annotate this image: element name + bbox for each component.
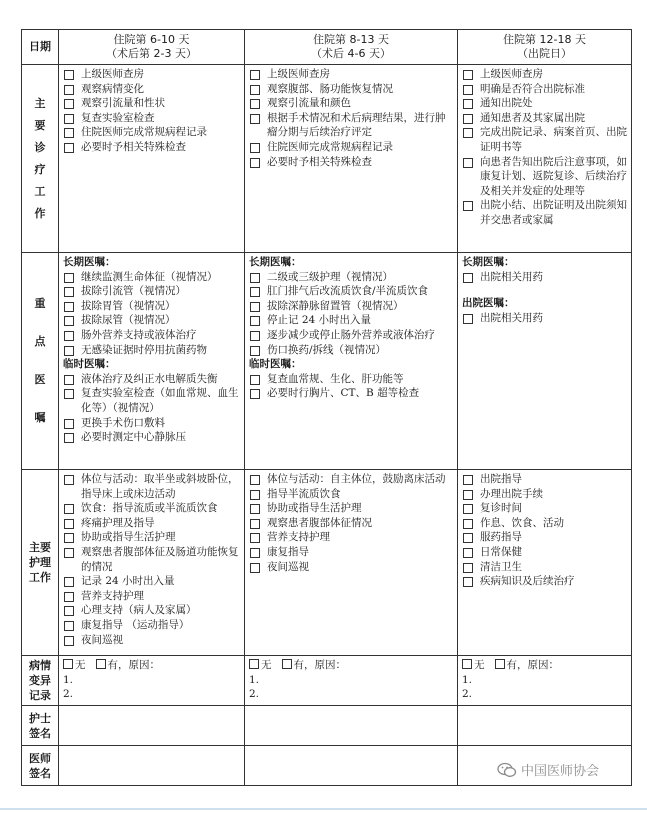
checklist-item bbox=[249, 284, 453, 299]
checklist-item bbox=[63, 618, 240, 633]
checklist-item bbox=[63, 589, 240, 604]
checklist-item bbox=[63, 67, 240, 82]
spacer bbox=[462, 284, 627, 296]
nursing-row bbox=[22, 470, 632, 656]
checklist-item bbox=[249, 82, 453, 97]
no-label: 无 bbox=[75, 659, 86, 671]
checklist-item bbox=[249, 299, 453, 314]
checklist-item-text: 肠外营养支持或液体治疗 bbox=[81, 328, 197, 341]
checkbox[interactable] bbox=[64, 577, 74, 587]
diagnosis-row bbox=[22, 65, 632, 253]
diagnosis-row-label bbox=[22, 65, 59, 253]
checklist-item-text: 住院医师完成常规病程记录 bbox=[81, 126, 207, 139]
checklist-item bbox=[249, 343, 453, 358]
variation-choice bbox=[249, 658, 453, 673]
checkbox[interactable] bbox=[250, 158, 260, 168]
checklist-item bbox=[249, 270, 453, 285]
checkbox[interactable] bbox=[64, 504, 74, 514]
no-checkbox[interactable] bbox=[63, 659, 73, 669]
nurse-signature-row bbox=[22, 706, 632, 746]
checklist-item-text: 日常保健 bbox=[480, 545, 522, 558]
checklist-item bbox=[462, 155, 627, 199]
checklist-item bbox=[249, 140, 453, 155]
row-label-line: 病情 bbox=[29, 659, 51, 672]
checkbox[interactable] bbox=[463, 114, 473, 124]
checklist-item-text: 根据手术情况和术后病理结果，进行肿瘤分期与后续治疗评定 bbox=[267, 111, 446, 139]
column-header-2-line1: 住院第 8-13 天 bbox=[313, 33, 389, 46]
row-label-line: 医师 bbox=[29, 751, 51, 765]
clinical-pathway-table bbox=[21, 29, 632, 786]
yes-checkbox[interactable] bbox=[96, 659, 106, 669]
checkbox[interactable] bbox=[64, 592, 74, 602]
no-label: 无 bbox=[474, 659, 485, 671]
nurse-signature-field[interactable] bbox=[59, 706, 245, 746]
checkbox[interactable] bbox=[463, 99, 473, 109]
checklist-item-text: 拔除深静脉留置管（视情况） bbox=[267, 299, 404, 312]
checklist-item-text: 观察引流量和颜色 bbox=[267, 97, 351, 110]
orders-col2 bbox=[245, 253, 458, 470]
checklist-item-text: 完成出院记录、病案首页、出院证明书等 bbox=[480, 126, 627, 153]
checkbox[interactable] bbox=[463, 533, 473, 543]
row-label-char: 点 bbox=[34, 335, 46, 348]
checklist-item bbox=[63, 430, 240, 445]
checklist-item-text: 指导半流质饮食 bbox=[267, 487, 341, 500]
column-header-1 bbox=[59, 30, 245, 65]
checklist-item bbox=[249, 155, 453, 170]
header-row bbox=[22, 30, 632, 65]
column-header-1-line1: 住院第 6-10 天 bbox=[113, 33, 190, 46]
checkbox[interactable] bbox=[250, 85, 260, 95]
checkbox[interactable] bbox=[64, 143, 74, 153]
checklist-item-text: 拔除尿管（视情况） bbox=[81, 314, 176, 327]
checklist-item bbox=[462, 530, 627, 545]
watermark bbox=[497, 760, 599, 779]
checklist-item-text: 继续监测生命体征（视情况） bbox=[81, 270, 218, 283]
checklist-item bbox=[63, 299, 240, 314]
temporary-orders-title: 临时医嘱： bbox=[249, 358, 302, 371]
checkbox[interactable] bbox=[64, 287, 74, 297]
checkbox[interactable] bbox=[64, 346, 74, 356]
nurse-signature-label bbox=[22, 706, 59, 746]
variation-choice bbox=[63, 658, 240, 673]
wechat-icon bbox=[497, 762, 517, 778]
variation-col3 bbox=[458, 656, 632, 706]
checklist-item bbox=[462, 125, 627, 154]
checklist-item-text: 更换手术伤口敷料 bbox=[81, 416, 165, 429]
checkbox[interactable] bbox=[64, 389, 74, 399]
row-label-line: 工作 bbox=[29, 571, 51, 584]
variation-line-2: 2. bbox=[462, 688, 473, 701]
checklist-item bbox=[63, 416, 240, 431]
row-label-char: 诊 bbox=[34, 140, 46, 154]
checklist-item-text: 必要时予相关特殊检查 bbox=[267, 155, 372, 168]
checklist-item bbox=[249, 516, 453, 531]
yes-label: 有，原因： bbox=[293, 659, 347, 671]
checklist-item-text: 出院小结、出院证明及出院须知并交患者或家属 bbox=[480, 199, 627, 226]
checklist-item-text: 出院相关用药 bbox=[480, 270, 543, 283]
variation-choice bbox=[462, 658, 627, 673]
row-label-char: 重 bbox=[34, 297, 46, 310]
checkbox[interactable] bbox=[64, 85, 74, 95]
orders-row bbox=[22, 253, 632, 470]
yes-label: 有，原因： bbox=[506, 659, 560, 671]
variation-line-1: 1. bbox=[462, 673, 473, 686]
checklist-item-text: 营养支持护理 bbox=[81, 589, 144, 602]
row-label-line: 签名 bbox=[29, 726, 51, 740]
checklist-item bbox=[63, 574, 240, 589]
checkbox[interactable] bbox=[250, 475, 260, 485]
checklist-item-text: 观察病情变化 bbox=[81, 82, 144, 95]
column-header-3-line1: 住院第 12-18 天 bbox=[503, 33, 586, 46]
checklist-item bbox=[63, 140, 240, 155]
checklist-item-text: 疼痛护理及指导 bbox=[81, 516, 155, 529]
no-checkbox[interactable] bbox=[249, 659, 259, 669]
checklist-item-text: 体位与活动：取半坐或斜坡卧位，指导床上或床边活动 bbox=[81, 473, 239, 500]
row-label-line: 护理 bbox=[29, 556, 51, 569]
checklist-item-text: 协助或指导生活护理 bbox=[81, 531, 176, 544]
temporary-orders-title: 临时医嘱： bbox=[63, 358, 116, 371]
no-checkbox[interactable] bbox=[462, 659, 472, 669]
checkbox[interactable] bbox=[250, 375, 260, 385]
checklist-item-text: 办理出院手续 bbox=[480, 487, 543, 500]
checklist-item bbox=[249, 487, 453, 502]
checklist-item-text: 观察引流量和性状 bbox=[81, 97, 165, 110]
checklist-item bbox=[462, 487, 627, 502]
nursing-col3 bbox=[458, 470, 632, 656]
checklist-item-text: 营养支持护理 bbox=[267, 531, 330, 544]
checklist-item bbox=[63, 284, 240, 299]
checklist-item bbox=[249, 313, 453, 328]
checklist-item-text: 无感染证据时停用抗菌药物 bbox=[81, 343, 207, 356]
checklist-item bbox=[249, 111, 453, 140]
checklist-item-text: 体位与活动：自主体位，鼓励离床活动 bbox=[267, 473, 446, 485]
variation-row-label bbox=[22, 656, 59, 706]
checkbox[interactable] bbox=[250, 70, 260, 80]
checklist-item-text: 必要时测定中心静脉压 bbox=[81, 431, 186, 444]
checkbox[interactable] bbox=[250, 504, 260, 514]
nurse-signature-field[interactable] bbox=[245, 706, 458, 746]
checkbox[interactable] bbox=[250, 99, 260, 109]
date-label: 日期 bbox=[22, 30, 59, 65]
checklist-item-text: 康复指导 bbox=[267, 545, 309, 558]
checklist-item-text: 出院指导 bbox=[480, 473, 522, 485]
column-header-3-line2: （出院日） bbox=[517, 47, 572, 60]
checklist-item bbox=[462, 311, 627, 326]
checklist-item-text: 疾病知识及后续治疗 bbox=[480, 575, 575, 588]
checklist-item bbox=[462, 270, 627, 285]
checkbox[interactable] bbox=[64, 128, 74, 138]
checklist-item-text: 必要时行胸片、CT、B 超等检查 bbox=[267, 387, 420, 400]
row-label-char: 工 bbox=[34, 184, 46, 198]
column-header-1-line2: （术后第 2-3 天） bbox=[106, 47, 197, 60]
checkbox[interactable] bbox=[64, 273, 74, 283]
checklist-item bbox=[63, 125, 240, 140]
checkbox[interactable] bbox=[64, 331, 74, 341]
column-header-3 bbox=[458, 30, 632, 65]
checklist-item-text: 康复指导 （运动指导） bbox=[81, 618, 190, 631]
checklist-item bbox=[63, 313, 240, 328]
checkbox[interactable] bbox=[250, 287, 260, 297]
checklist-item-text: 观察腹部、肠功能恢复情况 bbox=[267, 82, 393, 95]
checkbox[interactable] bbox=[250, 519, 260, 529]
long-term-orders-title: 长期医嘱： bbox=[462, 256, 515, 268]
nursing-col2 bbox=[245, 470, 458, 656]
row-label-line: 主要 bbox=[29, 541, 51, 554]
checklist-item bbox=[462, 96, 627, 111]
checklist-item bbox=[249, 96, 453, 111]
orders-row-label bbox=[22, 253, 59, 470]
checklist-item bbox=[249, 472, 453, 487]
checkbox[interactable] bbox=[64, 548, 74, 558]
checklist-item-text: 液体治疗及纠正水电解质失衡 bbox=[81, 372, 218, 385]
diagnosis-col2 bbox=[245, 65, 458, 253]
checklist-item bbox=[63, 328, 240, 343]
checklist-item bbox=[462, 516, 627, 531]
checkbox[interactable] bbox=[250, 548, 260, 558]
checkbox[interactable] bbox=[463, 490, 473, 500]
long-term-orders-title: 长期医嘱： bbox=[249, 256, 302, 268]
checklist-item-text: 上级医师查房 bbox=[480, 68, 543, 80]
checkbox[interactable] bbox=[64, 316, 74, 326]
row-label-char: 要 bbox=[34, 118, 46, 132]
checklist-item-text: 必要时予相关特殊检查 bbox=[81, 140, 186, 153]
checklist-item bbox=[63, 270, 240, 285]
row-label-char: 主 bbox=[34, 96, 46, 110]
checklist-item-text: 住院医师完成常规病程记录 bbox=[267, 140, 393, 153]
checklist-item-text: 清洁卫生 bbox=[480, 560, 522, 573]
checkbox[interactable] bbox=[64, 375, 74, 385]
checkbox[interactable] bbox=[250, 273, 260, 283]
checkbox[interactable] bbox=[64, 606, 74, 616]
checklist-item-text: 观察患者腹部体征情况 bbox=[267, 516, 372, 529]
long-term-orders-title: 长期医嘱： bbox=[63, 256, 116, 268]
checklist-item-text: 记录 24 小时出入量 bbox=[81, 575, 175, 588]
checklist-item bbox=[63, 530, 240, 545]
checkbox[interactable] bbox=[463, 577, 473, 587]
checkbox[interactable] bbox=[250, 114, 260, 124]
checklist-item-text: 协助或指导生活护理 bbox=[267, 502, 362, 515]
checklist-item-text: 心理支持（病人及家属） bbox=[81, 604, 197, 617]
checklist-item bbox=[249, 386, 453, 401]
checkbox[interactable] bbox=[463, 85, 473, 95]
checklist-item bbox=[462, 560, 627, 575]
checklist-item bbox=[462, 111, 627, 126]
checklist-item-text: 上级医师查房 bbox=[267, 68, 330, 80]
checklist-item bbox=[249, 372, 453, 387]
checkbox[interactable] bbox=[463, 548, 473, 558]
checklist-item bbox=[462, 67, 627, 82]
checklist-item bbox=[249, 530, 453, 545]
row-label-char: 嘱 bbox=[34, 411, 46, 424]
checkbox[interactable] bbox=[250, 533, 260, 543]
checklist-item bbox=[249, 328, 453, 343]
checklist-item-text: 复查血常规、生化、肝功能等 bbox=[267, 372, 404, 385]
checkbox[interactable] bbox=[463, 201, 473, 211]
checkbox[interactable] bbox=[250, 143, 260, 153]
nursing-col1 bbox=[59, 470, 245, 656]
checklist-item bbox=[462, 545, 627, 560]
checklist-item bbox=[249, 545, 453, 560]
yes-label: 有，原因： bbox=[107, 659, 161, 671]
checklist-item bbox=[249, 67, 453, 82]
doctor-signature-field[interactable] bbox=[59, 746, 245, 786]
checklist-item-text: 伤口换药/拆线（视情况） bbox=[267, 343, 387, 356]
checklist-item-text: 拔除引流管（视情况） bbox=[81, 285, 186, 298]
discharge-orders-title: 出院医嘱： bbox=[462, 297, 515, 310]
checklist-item bbox=[63, 372, 240, 387]
checkbox[interactable] bbox=[64, 99, 74, 109]
orders-col3 bbox=[458, 253, 632, 470]
checklist-item-text: 拔除胃管（视情况） bbox=[81, 299, 176, 312]
checkbox[interactable] bbox=[463, 70, 473, 80]
checkbox[interactable] bbox=[64, 519, 74, 529]
checkbox[interactable] bbox=[250, 346, 260, 356]
row-label-line: 签名 bbox=[29, 766, 51, 780]
yes-checkbox[interactable] bbox=[282, 659, 292, 669]
checkbox[interactable] bbox=[463, 475, 473, 485]
checkbox[interactable] bbox=[250, 316, 260, 326]
checklist-item bbox=[63, 82, 240, 97]
nursing-row-label bbox=[22, 470, 59, 656]
checkbox[interactable] bbox=[463, 158, 473, 168]
checklist-item-text: 通知患者及其家属出院 bbox=[480, 111, 585, 124]
checkbox[interactable] bbox=[463, 519, 473, 529]
checklist-item bbox=[63, 96, 240, 111]
checkbox[interactable] bbox=[64, 621, 74, 631]
checkbox[interactable] bbox=[463, 504, 473, 514]
checkbox[interactable] bbox=[250, 331, 260, 341]
checklist-item-text: 上级医师查房 bbox=[81, 68, 144, 80]
checklist-item-text: 二级或三级护理（视情况） bbox=[267, 270, 393, 283]
doctor-signature-field[interactable] bbox=[245, 746, 458, 786]
checklist-item bbox=[63, 111, 240, 126]
variation-line-2: 2. bbox=[63, 688, 74, 701]
nurse-signature-field[interactable] bbox=[458, 706, 632, 746]
checklist-item-text: 明确是否符合出院标准 bbox=[480, 82, 585, 95]
row-label-char: 作 bbox=[34, 206, 46, 220]
checkbox[interactable] bbox=[463, 563, 473, 573]
row-label-line: 护士 bbox=[29, 711, 51, 725]
checklist-item bbox=[63, 343, 240, 358]
variation-line-2: 2. bbox=[249, 688, 260, 701]
checklist-item bbox=[462, 82, 627, 97]
diagnosis-col1 bbox=[59, 65, 245, 253]
checklist-item bbox=[63, 501, 240, 516]
variation-line-1: 1. bbox=[63, 673, 74, 686]
checklist-item bbox=[63, 545, 240, 574]
yes-checkbox[interactable] bbox=[495, 659, 505, 669]
checkbox[interactable] bbox=[250, 302, 260, 312]
orders-col1 bbox=[59, 253, 245, 470]
checklist-item-text: 复查实验室检查（如血常规、血生化等）（视情况） bbox=[81, 387, 239, 414]
checkbox[interactable] bbox=[463, 314, 473, 324]
checklist-item bbox=[462, 574, 627, 589]
variation-col1 bbox=[59, 656, 245, 706]
variation-col2 bbox=[245, 656, 458, 706]
diagnosis-col3 bbox=[458, 65, 632, 253]
checkbox[interactable] bbox=[64, 475, 74, 485]
checklist-item bbox=[462, 198, 627, 227]
checkbox[interactable] bbox=[463, 128, 473, 138]
checkbox[interactable] bbox=[64, 70, 74, 80]
checklist-item bbox=[462, 472, 627, 487]
variation-row bbox=[22, 656, 632, 706]
checklist-item-text: 肛门排气后改流质饮食/半流质饮食 bbox=[267, 285, 429, 298]
row-label-line: 变异 bbox=[29, 674, 51, 687]
checkbox[interactable] bbox=[64, 636, 74, 646]
checkbox[interactable] bbox=[64, 302, 74, 312]
checkbox[interactable] bbox=[463, 273, 473, 283]
row-label-char: 医 bbox=[34, 373, 46, 386]
checklist-item-text: 饮食：指导流质或半流质饮食 bbox=[81, 502, 218, 515]
checklist-item-text: 复查实验室检查 bbox=[81, 111, 155, 124]
checklist-item-text: 逐步减少或停止肠外营养或液体治疗 bbox=[267, 328, 435, 341]
checklist-item bbox=[249, 501, 453, 516]
column-header-2-line2: （术后 4-6 天） bbox=[311, 47, 391, 60]
checklist-item-text: 复诊时间 bbox=[480, 502, 522, 515]
variation-line-1: 1. bbox=[249, 673, 260, 686]
checkbox[interactable] bbox=[64, 433, 74, 443]
checklist-item bbox=[63, 386, 240, 415]
checkbox[interactable] bbox=[64, 114, 74, 124]
checklist-item-text: 向患者告知出院后注意事项，如康复计划、返院复诊、后续治疗及相关并发症的处理等 bbox=[480, 155, 627, 197]
checklist-item bbox=[63, 516, 240, 531]
checklist-item-text: 通知出院处 bbox=[480, 97, 533, 110]
checklist-item-text: 停止记 24 小时出入量 bbox=[267, 314, 372, 327]
row-label-line: 记录 bbox=[29, 689, 51, 702]
checklist-item-text: 作息、饮食、活动 bbox=[480, 516, 564, 529]
checklist-item bbox=[63, 472, 240, 501]
checkbox[interactable] bbox=[250, 490, 260, 500]
checklist-item bbox=[462, 501, 627, 516]
checklist-item-text: 观察患者腹部体征及肠道功能恢复的情况 bbox=[81, 545, 239, 573]
checklist-item-text: 夜间巡视 bbox=[81, 633, 123, 646]
checklist-item bbox=[63, 633, 240, 648]
checklist-item-text: 服药指导 bbox=[480, 531, 522, 544]
column-header-2 bbox=[245, 30, 458, 65]
checklist-item bbox=[249, 560, 453, 575]
checkbox[interactable] bbox=[64, 533, 74, 543]
no-label: 无 bbox=[261, 659, 272, 671]
checklist-item bbox=[63, 603, 240, 618]
checklist-item-text: 夜间巡视 bbox=[267, 560, 309, 573]
checklist-item-text: 出院相关用药 bbox=[480, 311, 543, 324]
doctor-signature-label bbox=[22, 746, 59, 786]
page-edge-line bbox=[0, 808, 647, 810]
row-label-char: 疗 bbox=[34, 162, 46, 176]
watermark-text: 中国医师协会 bbox=[521, 764, 600, 779]
checkbox[interactable] bbox=[250, 563, 260, 573]
checkbox[interactable] bbox=[250, 389, 260, 399]
checkbox[interactable] bbox=[64, 419, 74, 429]
